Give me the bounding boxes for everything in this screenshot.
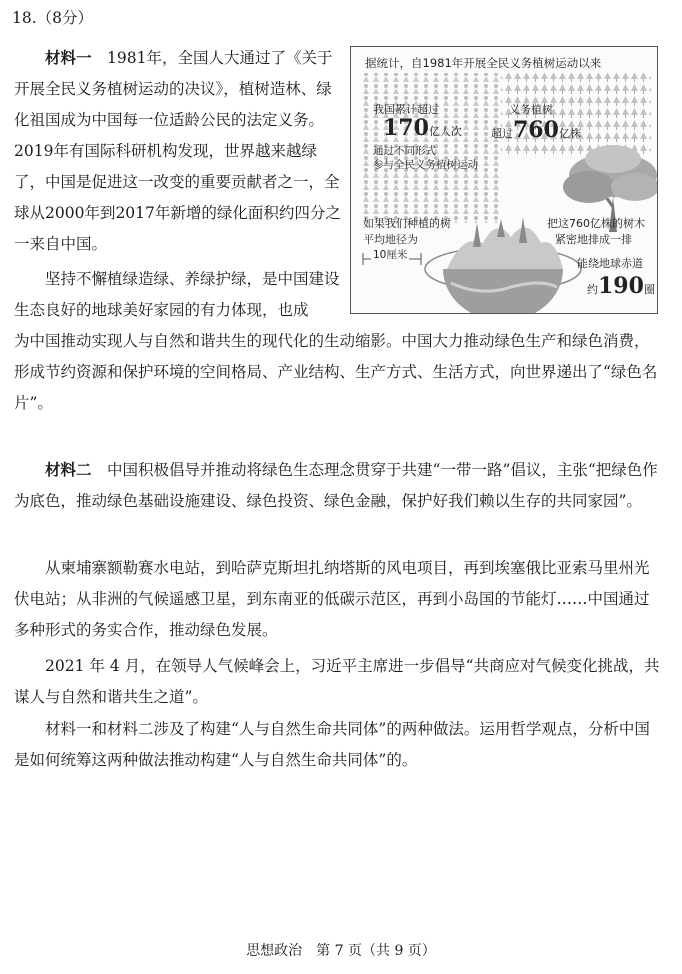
stat4-value xyxy=(587,273,655,299)
stat3-line2: 平均地径为 xyxy=(363,233,418,246)
question-task: 材料一和材料二涉及了构建“人与自然生命共同体”的两种做法。运用哲学观点，分析中国是如何统筹这两种做法推动构建“人与自然生命共同体”的。 xyxy=(14,720,650,769)
stat1-line3: 参与全民义务植树运动 xyxy=(373,159,478,171)
stat1-lead: 我国累计超过 xyxy=(373,103,439,116)
material1-paragraph-1 xyxy=(14,42,344,260)
stat4-unit: 圈 xyxy=(643,283,655,296)
material2-label: 材料二 xyxy=(45,460,92,479)
stat2-number: 760 xyxy=(513,117,559,143)
stat1-line2: 通过不同形式 xyxy=(373,145,436,157)
stat1-value xyxy=(383,115,462,141)
material2-text-1: 中国积极倡导并推动将绿色生态理念贯穿于共建“一带一路”倡议，主张“把绿色作为底色，推动绿色基础设施建设、绿色投资、绿色金融，保护好我们赖以生存的共同家园”。 xyxy=(14,461,658,510)
stat3-line1: 如果我们种植的树 xyxy=(363,217,451,230)
stat2-lead: 义务植树 xyxy=(509,103,553,116)
material2-paragraph-1 xyxy=(14,454,662,517)
material2-paragraph-2: 从柬埔寨额勒赛水电站，到哈萨克斯坦扎纳塔斯的风电项目，再到埃塞俄比亚索马里州光伏电站；从非洲的气候遥感卫星，到东南亚的低碳示范区，再到小岛国的节能灯……中国通过多种形式的务实合作，推动绿色发展。 xyxy=(14,559,650,639)
stat4-number: 190 xyxy=(598,273,644,299)
stat4-line1: 把这760亿株的树木 xyxy=(547,217,645,230)
stat4-line2: 紧密地排成一排 xyxy=(555,233,632,246)
infographic-title: 据统计，自1981年开展全民义务植树运动以来 xyxy=(365,56,602,70)
material1-paragraph-2b: 为中国推动实现人与自然和谐共生的现代化的生动缩影。中国大力推动绿色生产和绿色消费，形成节约资源和保护环境的空间格局、产业结构、生产方式、生活方式，向世界递出了“绿色名片”。 xyxy=(14,332,658,412)
stat2-value xyxy=(491,117,581,143)
stat3-diameter: 10厘米 xyxy=(373,249,408,261)
stat4-line3: 能绕地球赤道 xyxy=(577,257,643,270)
tree-planting-infographic xyxy=(350,46,658,314)
question-number: 18.（8分） xyxy=(12,9,94,27)
stat1-number: 170 xyxy=(383,115,429,141)
stat2-unit: 亿株 xyxy=(558,127,581,140)
material1-text-1: 1981年，全国人大通过了《关于开展全民义务植树运动的决议》，植树造林、绿化祖国成为中国每一位适龄公民的法定义务。2019年有国际科研机构发现，世界越来越绿了，中国是促进这一改变的重要贡献者之一，全球从2000年到2017年新增的绿化面积约四分之一来自中国。 xyxy=(14,49,341,253)
material1-label: 材料一 xyxy=(45,48,92,67)
page-footer: 思想政治 第 7 页（共 9 页） xyxy=(246,943,436,959)
stat4-prefix: 约 xyxy=(587,283,598,296)
material2-paragraph-3: 2021 年 4 月，在领导人气候峰会上，习近平主席进一步倡导“共商应对气候变化挑战，共谋人与自然和谐共生之道”。 xyxy=(14,657,660,706)
stat1-unit: 亿人次 xyxy=(428,125,462,138)
stat2-prefix: 超过 xyxy=(491,127,513,140)
material1-paragraph-2a: 坚持不懈植绿造绿、养绿护绿，是中国建设生态良好的地球美好家园的有力体现，也成 xyxy=(14,270,340,319)
